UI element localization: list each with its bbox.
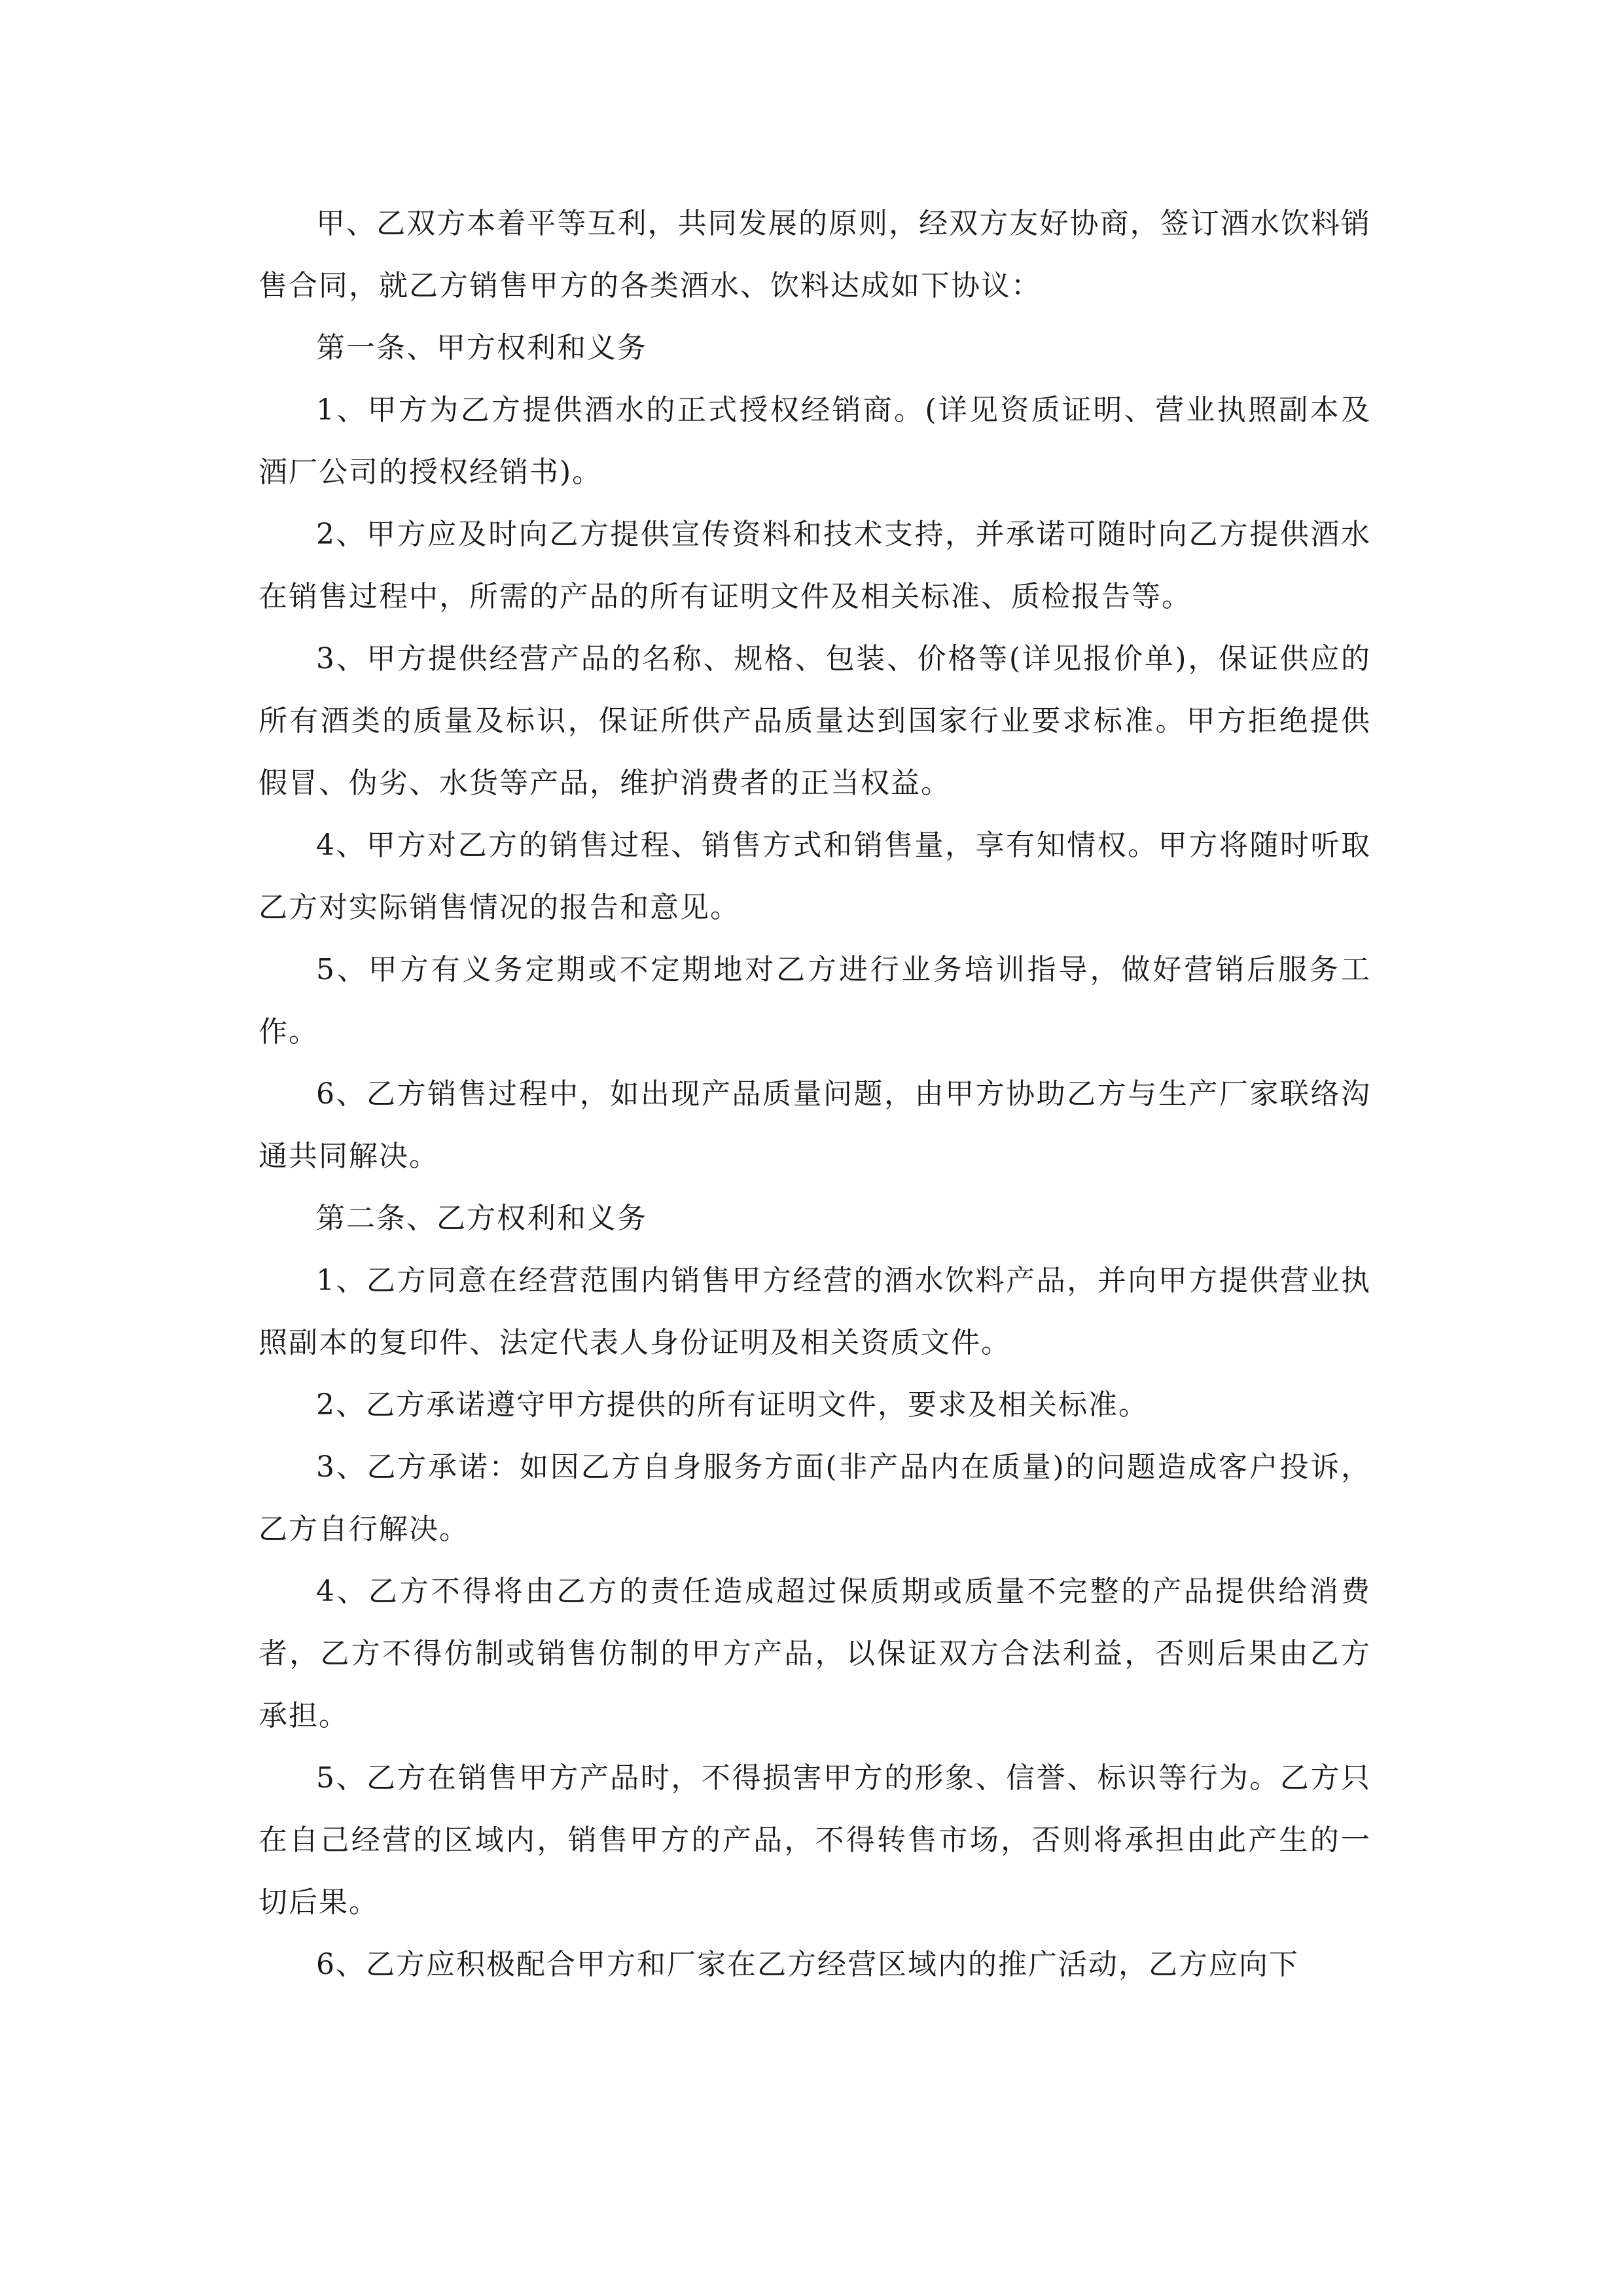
party-a-clause-6: 6、乙方销售过程中，如出现产品质量问题，由甲方协助乙方与生产厂家联络沟通共同解决。 bbox=[259, 1077, 1371, 1173]
party-b-clause-3: 3、乙方承诺：如因乙方自身服务方面(非产品内在质量)的问题造成客户投诉，乙方自行解决。 bbox=[259, 1450, 1371, 1546]
contract-body bbox=[259, 192, 1371, 1996]
party-a-clause-1: 1、甲方为乙方提供酒水的正式授权经销商。(详见资质证明、营业执照副本及酒厂公司的授权经销书)。 bbox=[259, 393, 1371, 489]
party-a-clause-4: 4、甲方对乙方的销售过程、销售方式和销售量，享有知情权。甲方将随时听取乙方对实际销售情况的报告和意见。 bbox=[259, 829, 1371, 924]
party-a-clause-2: 2、甲方应及时向乙方提供宣传资料和技术支持，并承诺可随时向乙方提供酒水在销售过程中，所需的产品的所有证明文件及相关标准、质检报告等。 bbox=[259, 518, 1371, 613]
section-heading-party-a: 第一条、甲方权利和义务 bbox=[316, 331, 647, 365]
intro-paragraph: 甲、乙双方本着平等互利，共同发展的原则，经双方友好协商，签订酒水饮料销售合同，就乙方销售甲方的各类酒水、饮料达成如下协议： bbox=[259, 207, 1371, 302]
party-a-clause-3: 3、甲方提供经营产品的名称、规格、包装、价格等(详见报价单)，保证供应的所有酒类的质量及标识，保证所供产品质量达到国家行业要求标准。甲方拒绝提供假冒、伪劣、水货等产品，维护消费者的正当权益。 bbox=[259, 642, 1371, 800]
party-b-clause-4: 4、乙方不得将由乙方的责任造成超过保质期或质量不完整的产品提供给消费者，乙方不得仿制或销售仿制的甲方产品，以保证双方合法利益，否则后果由乙方承担。 bbox=[259, 1575, 1371, 1732]
party-a-clause-5: 5、甲方有义务定期或不定期地对乙方进行业务培训指导，做好营销后服务工作。 bbox=[259, 953, 1371, 1049]
party-b-clause-1: 1、乙方同意在经营范围内销售甲方经营的酒水饮料产品，并向甲方提供营业执照副本的复印件、法定代表人身份证明及相关资质文件。 bbox=[259, 1264, 1371, 1359]
party-b-clause-6: 6、乙方应积极配合甲方和厂家在乙方经营区域内的推广活动，乙方应向下 bbox=[316, 1948, 1299, 1981]
section-heading-party-b: 第二条、乙方权利和义务 bbox=[316, 1202, 647, 1235]
party-b-clause-2: 2、乙方承诺遵守甲方提供的所有证明文件，要求及相关标准。 bbox=[316, 1388, 1149, 1422]
party-b-clause-5: 5、乙方在销售甲方产品时，不得损害甲方的形象、信誉、标识等行为。乙方只在自己经营的区域内，销售甲方的产品，不得转售市场，否则将承担由此产生的一切后果。 bbox=[259, 1761, 1371, 1919]
